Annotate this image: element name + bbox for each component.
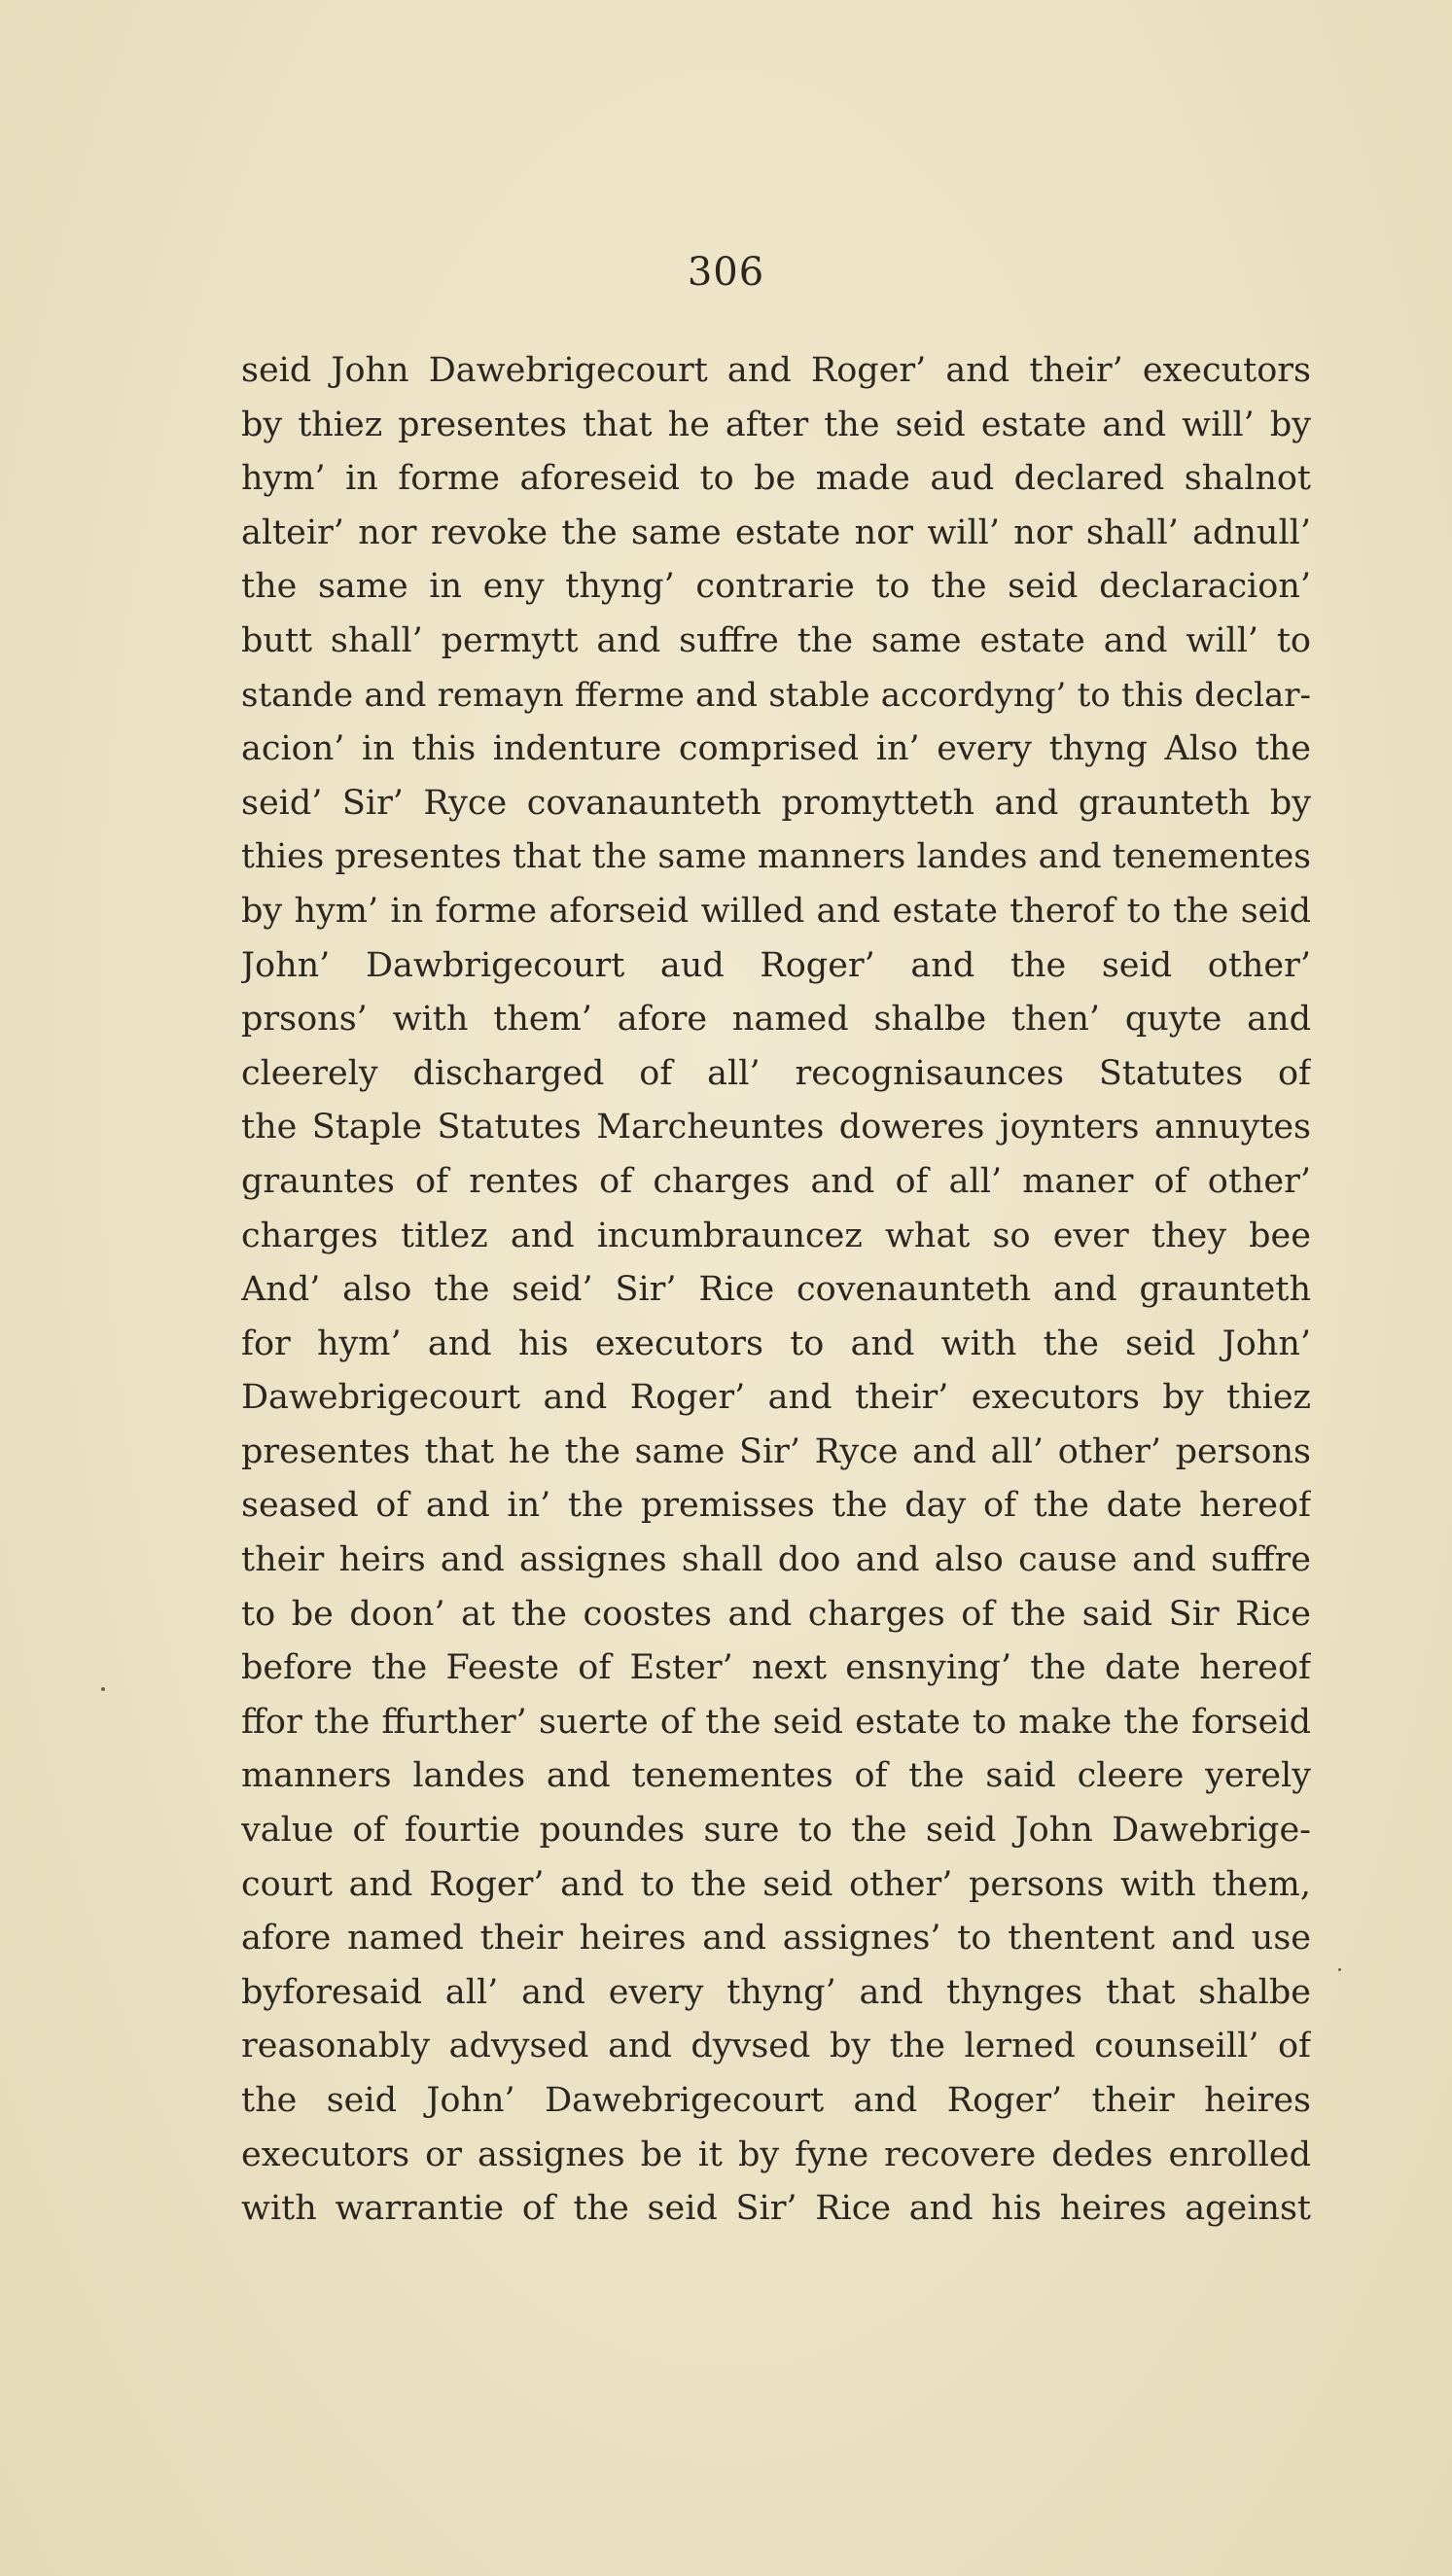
text-line: Dawebrigecourt and Roger’ and their’ executors by thiez — [241, 1378, 1311, 1418]
text-line: seased of and in’ the premisses the day of the date hereof — [241, 1486, 1311, 1526]
text-line: the same in eny thyng’ contrarie to the seid declaracion’ — [241, 567, 1311, 607]
text-line: the Staple Statutes Marcheuntes doweres joynters annuytes — [241, 1108, 1311, 1147]
page-number: 306 — [687, 250, 765, 295]
text-line: court and Roger’ and to the seid other’ persons with them, — [241, 1864, 1311, 1904]
text-line: presentes that he the same Sir’ Ryce and all’ other’ persons — [241, 1431, 1311, 1471]
text-line: ffor the ffurther’ suerte of the seid estate to make the forseid — [241, 1702, 1311, 1742]
text-line: seid John Dawebrigecourt and Roger’ and their’ executors — [241, 351, 1311, 390]
text-line: their heirs and assignes shall doo and also cause and suffre — [241, 1540, 1311, 1580]
text-line: by hym’ in forme aforseid willed and estate therof to the seid — [241, 891, 1311, 931]
text-line: hym’ in forme aforeseid to be made aud declared shalnot — [241, 459, 1311, 499]
text-line: charges titlez and incumbrauncez what so ever they bee — [241, 1216, 1311, 1255]
text-line: manners landes and tenementes of the said cleere yerely — [241, 1756, 1311, 1796]
text-line: afore named their heires and assignes’ to thentent and use — [241, 1919, 1311, 1958]
text-line: cleerely discharged of all’ recognisaunces Statutes of — [241, 1053, 1311, 1093]
text-line: acion’ in this indenture comprised in’ every thyng Also the — [241, 729, 1311, 769]
text-line: thies presentes that the same manners landes and tenementes — [241, 837, 1311, 877]
text-line: for hym’ and his executors to and with the seid John’ — [241, 1323, 1311, 1363]
paper-speck — [101, 1687, 105, 1691]
body-text — [241, 344, 1311, 2237]
paper-speck — [1338, 1968, 1341, 1971]
text-line: stande and remayn fferme and stable accordyng’ to this declar- — [241, 675, 1311, 715]
text-line: reasonably advysed and dyvsed by the lerned counseill’ of — [241, 2027, 1311, 2066]
text-line: And’ also the seid’ Sir’ Rice covenaunteth and graunteth — [241, 1270, 1311, 1310]
text-line: seid’ Sir’ Ryce covanaunteth promytteth and graunteth by — [241, 783, 1311, 823]
text-line: executors or assignes be it by fyne recovere dedes enrolled — [241, 2135, 1311, 2174]
text-line: with warrantie of the seid Sir’ Rice and his heires ageinst — [241, 2189, 1311, 2229]
text-line: John’ Dawbrigecourt aud Roger’ and the seid other’ — [241, 945, 1311, 985]
text-line: prsons’ with them’ afore named shalbe then’ quyte and — [241, 1000, 1311, 1040]
text-line: by thiez presentes that he after the seid estate and will’ by — [241, 405, 1311, 444]
text-line: byforesaid all’ and every thyng’ and thynges that shalbe — [241, 1972, 1311, 2012]
text-line: alteir’ nor revoke the same estate nor will’ nor shall’ adnull’ — [241, 512, 1311, 552]
text-line: before the Feeste of Ester’ next ensnying’ the date hereof — [241, 1648, 1311, 1688]
text-line: value of fourtie poundes sure to the seid John Dawebrige- — [241, 1811, 1311, 1851]
text-line: butt shall’ permytt and suffre the same estate and will’ to — [241, 620, 1311, 660]
text-line: to be doon’ at the coostes and charges of the said Sir Rice — [241, 1594, 1311, 1634]
text-line: the seid John’ Dawebrigecourt and Roger’ their heires — [241, 2081, 1311, 2120]
text-line: grauntes of rentes of charges and of all’ maner of other’ — [241, 1161, 1311, 1201]
